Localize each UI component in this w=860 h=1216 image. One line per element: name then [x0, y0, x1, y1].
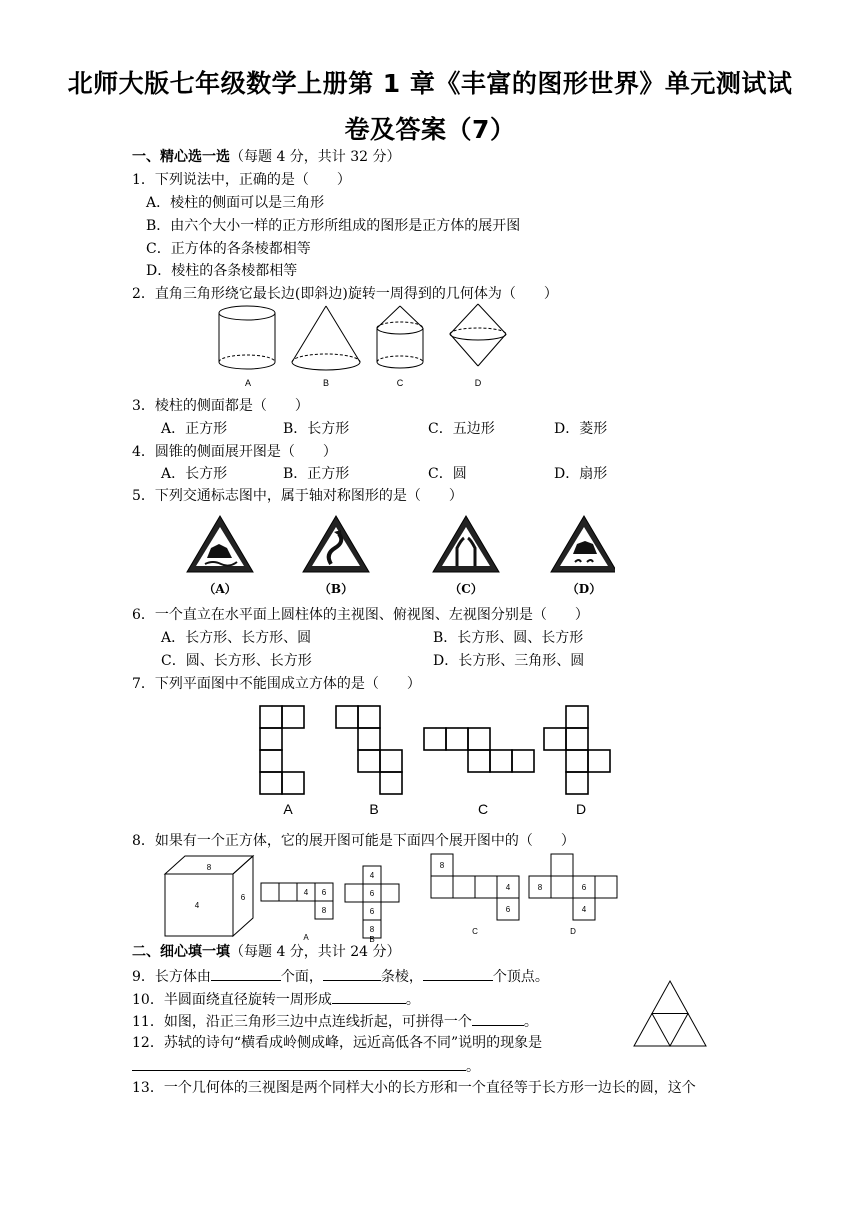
q10-blank[interactable] [332, 989, 406, 1004]
section2-note: （每题 4 分，共计 24 分） [230, 944, 401, 960]
q12-line: 12．苏轼的诗句“横看成岭侧成峰，远近高低各不同”说明的现象是 [132, 1035, 543, 1051]
q8-netA-face2: 6 [321, 888, 327, 897]
q8-netA-face1: 4 [303, 888, 309, 897]
q9-blank-edges[interactable] [323, 966, 381, 981]
section2-heading: 二、细心填一填 [132, 944, 230, 960]
sign-a-icon [187, 516, 253, 572]
q6-option-c: C．圆、长方形、长方形 [161, 653, 312, 669]
q11-figure-triangle [630, 978, 710, 1050]
q10-part1: 10．半圆面绕直径旋转一周形成 [132, 992, 332, 1008]
q7-label-b: B [369, 801, 379, 817]
q8-label-c: C [472, 927, 478, 936]
q7-label-c: C [477, 801, 489, 817]
sign-b-icon [303, 516, 369, 572]
q8-label-a: A [303, 933, 309, 942]
section2-header [132, 943, 401, 961]
page-title-line2: 卷及答案（7） [344, 115, 516, 144]
q11-line [132, 1011, 538, 1031]
q9-part4: 个顶点。 [492, 969, 549, 985]
q13-stem: 13．一个几何体的三视图是两个同样大小的长方形和一个直径等于长方形一边长的圆，这个 [132, 1080, 696, 1096]
q6-option-a: A．长方形、长方形、圆 [161, 630, 312, 646]
q8-cube-side: 6 [240, 893, 246, 902]
q6-option-d: D．长方形、三角形、圆 [433, 653, 585, 669]
q9-blank-faces[interactable] [211, 966, 281, 981]
q5-figure-signs [185, 514, 615, 599]
q7-stem: 7．下列平面图中不能围成立方体的是（ ） [132, 676, 421, 692]
q4-stem: 4．圆锥的侧面展开图是（ ） [132, 444, 337, 460]
q5-stem: 5．下列交通标志图中，属于轴对称图形的是（ ） [132, 488, 463, 504]
q3-option-b: B．长方形 [283, 421, 350, 437]
q7-label-a: A [283, 801, 293, 817]
section1-heading: 一、精心选一选 [132, 149, 230, 165]
q11-part2: 。 [523, 1014, 538, 1030]
q8-cube-top: 8 [206, 863, 212, 872]
q4-option-a: A．长方形 [161, 466, 228, 482]
q6-option-b: B．长方形、圆、长方形 [433, 630, 584, 646]
q4-option-d: D．扇形 [554, 466, 608, 482]
q9-line [132, 966, 549, 986]
q8-cube-front: 4 [194, 901, 200, 910]
q6-stem: 6．一个直立在水平面上圆柱体的主视图、俯视图、左视图分别是（ ） [132, 607, 589, 623]
q7-figure-nets [255, 703, 615, 818]
q8-netB-face4: 8 [369, 925, 375, 934]
sign-d-icon [551, 516, 615, 572]
q3-option-c: C．五边形 [428, 421, 495, 437]
sign-c-icon [433, 516, 499, 572]
q1-option-d: D．棱柱的各条棱都相等 [146, 263, 298, 279]
q12-blank[interactable] [132, 1056, 466, 1071]
q12-answer-line [132, 1056, 480, 1076]
q1-stem: 1．下列说法中，正确的是（ ） [132, 172, 351, 188]
q1-option-a: A．棱柱的侧面可以是三角形 [146, 195, 325, 211]
q4-option-c: C．圆 [428, 466, 467, 482]
q8-netC-face3: 6 [505, 905, 511, 914]
page-title-line1: 北师大版七年级数学上册第 1 章《丰富的图形世界》单元测试试 [67, 69, 793, 98]
section1-note: （每题 4 分，共计 32 分） [230, 149, 401, 165]
q8-netC-face2: 4 [505, 883, 511, 892]
q9-part2: 个面， [280, 969, 323, 985]
q8-netB-face2: 6 [369, 889, 375, 898]
q8-netD-face1: 8 [537, 883, 543, 892]
q8-label-b: B [369, 935, 375, 942]
q8-netB-face3: 6 [369, 907, 375, 916]
q3-stem: 3．棱柱的侧面都是（ ） [132, 398, 309, 414]
q1-option-b: B．由六个大小一样的正方形所组成的图形是正方体的展开图 [146, 218, 521, 234]
q8-stem: 8．如果有一个正方体，它的展开图可能是下面四个展开图中的（ ） [132, 833, 575, 849]
q8-label-d: D [570, 927, 576, 936]
q9-part3: 条棱， [380, 969, 423, 985]
q2-label-c: C [396, 378, 404, 388]
q2-stem: 2．直角三角形绕它最长边(即斜边)旋转一周得到的几何体为（ ） [132, 286, 558, 302]
q5-label-b: （B） [318, 582, 354, 596]
q1-option-c: C．正方体的各条棱都相等 [146, 241, 311, 257]
q2-figure-solids [212, 300, 512, 395]
q8-netD-face3: 4 [581, 905, 587, 914]
q10-line [132, 989, 420, 1009]
q5-label-a: （A） [203, 582, 237, 596]
q10-part2: 。 [405, 992, 420, 1008]
q8-netC-face1: 8 [439, 861, 445, 870]
q9-part1: 9．长方体由 [132, 969, 211, 985]
q8-figure-cube-nets [162, 852, 622, 942]
q11-part1: 11．如图，沿正三角形三边中点连线折起，可拼得一个 [132, 1014, 472, 1030]
q8-netA-face3: 8 [321, 906, 327, 915]
q5-label-d: （D） [566, 582, 602, 596]
section1-header [132, 148, 401, 166]
q4-option-b: B．正方形 [283, 466, 350, 482]
q2-label-d: D [474, 378, 482, 388]
q5-label-c: （C） [449, 582, 483, 596]
q8-netB-face1: 4 [369, 871, 375, 880]
q2-label-a: A [244, 378, 252, 388]
q3-option-d: D．菱形 [554, 421, 608, 437]
q12-part2: 。 [466, 1059, 480, 1075]
q7-label-d: D [575, 801, 587, 817]
q11-blank[interactable] [472, 1011, 524, 1026]
q3-option-a: A．正方形 [161, 421, 228, 437]
q2-label-b: B [322, 378, 330, 388]
q9-blank-vertices[interactable] [423, 966, 493, 981]
q8-netD-face2: 6 [581, 883, 587, 892]
